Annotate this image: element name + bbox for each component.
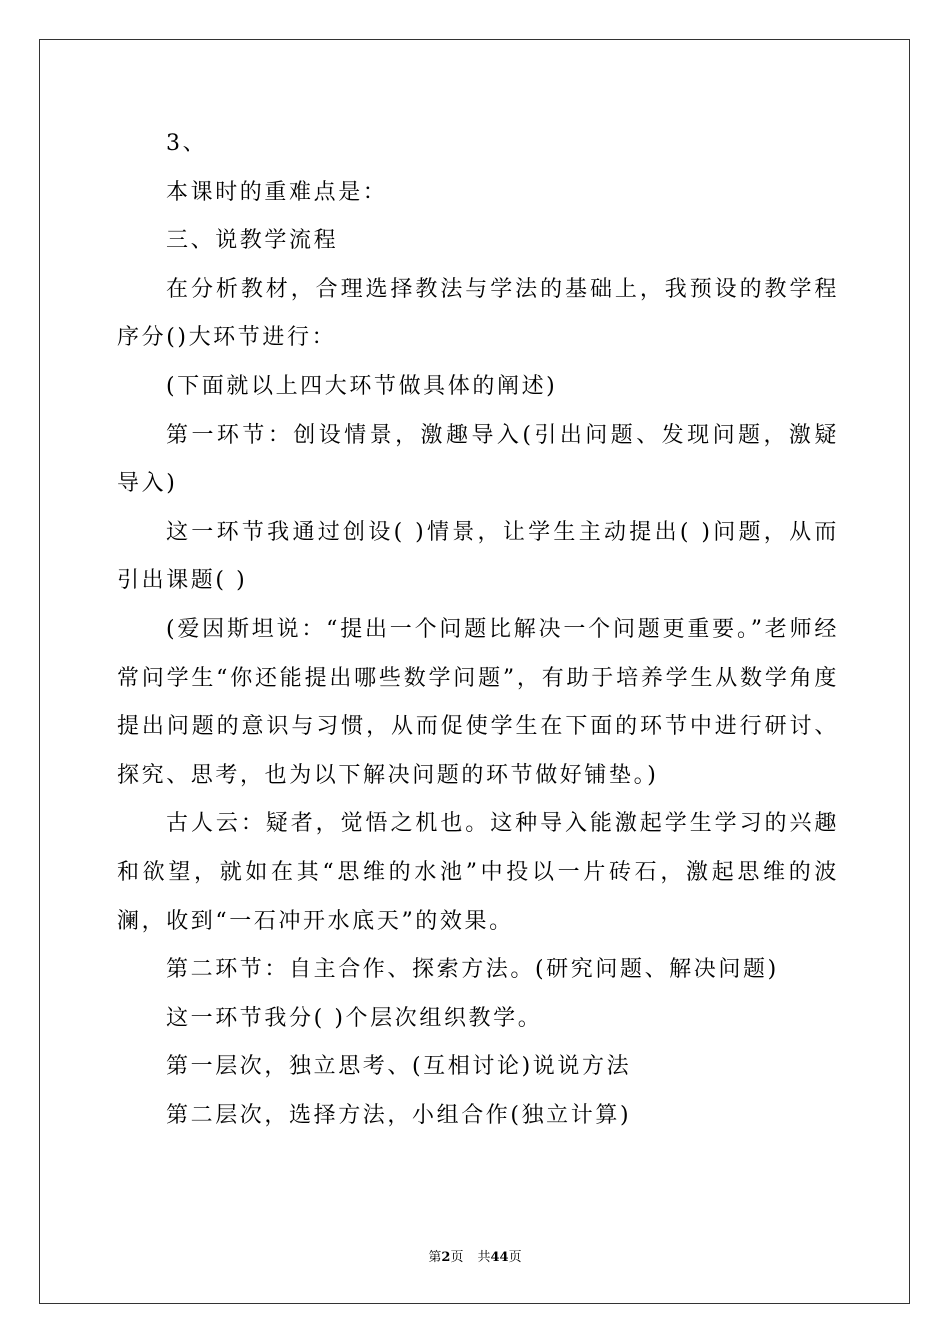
paragraph-level-two: 第二层次，选择方法，小组合作(独立计算) <box>166 1102 632 1128</box>
page-footer <box>0 1246 950 1265</box>
paragraph-einstein-quote: (爱因斯坦说：“提出一个问题比解决一个问题更重要。”老师经常问学生“你还能提出哪些数学问题”，有助于培养学生从数学角度提出问题的意识与习惯，从而促使学生在下面的环节中进行研讨、探究、思考，也为以下解决问题的环节做好铺垫。) <box>117 616 839 788</box>
paragraph-stage-two-heading: 第二环节：自主合作、探索方法。(研究问题、解决问题) <box>166 957 779 983</box>
paragraph-process-intro: 在分析教材，合理选择教法与学法的基础上，我预设的教学程序分()大环节进行： <box>117 276 839 351</box>
paragraph-key-points: 本课时的重难点是： <box>166 179 388 205</box>
document-body <box>117 120 839 1140</box>
paragraph-ancient-saying: 古人云：疑者，觉悟之机也。这种导入能激起学生学习的兴趣和欲望，就如在其“思维的水池”中投以一片砖石，激起思维的波澜，收到“一石冲开水底天”的效果。 <box>117 811 839 934</box>
footer-total-pages: 44 <box>490 1250 509 1265</box>
footer-total-prefix: 共 <box>477 1250 491 1265</box>
section-heading-teaching-process: 三、说教学流程 <box>166 228 339 254</box>
footer-page-suffix: 页 <box>450 1250 464 1265</box>
footer-page-prefix: 第 <box>428 1250 442 1265</box>
paragraph-item-number: 3、 <box>166 131 208 156</box>
paragraph-stage-two-body: 这一环节我分( )个层次组织教学。 <box>166 1005 543 1031</box>
paragraph-process-note: (下面就以上四大环节做具体的阐述) <box>166 373 558 399</box>
paragraph-stage-one-body: 这一环节我通过创设( )情景，让学生主动提出( )问题，从而引出课题( ) <box>117 519 839 594</box>
paragraph-stage-one-heading: 第一环节：创设情景，激趣导入(引出问题、发现问题，激疑导入) <box>117 422 839 497</box>
footer-page-number: 2 <box>441 1250 451 1265</box>
footer-total-suffix: 页 <box>508 1250 522 1265</box>
paragraph-level-one: 第一层次，独立思考、(互相讨论)说说方法 <box>166 1054 632 1080</box>
